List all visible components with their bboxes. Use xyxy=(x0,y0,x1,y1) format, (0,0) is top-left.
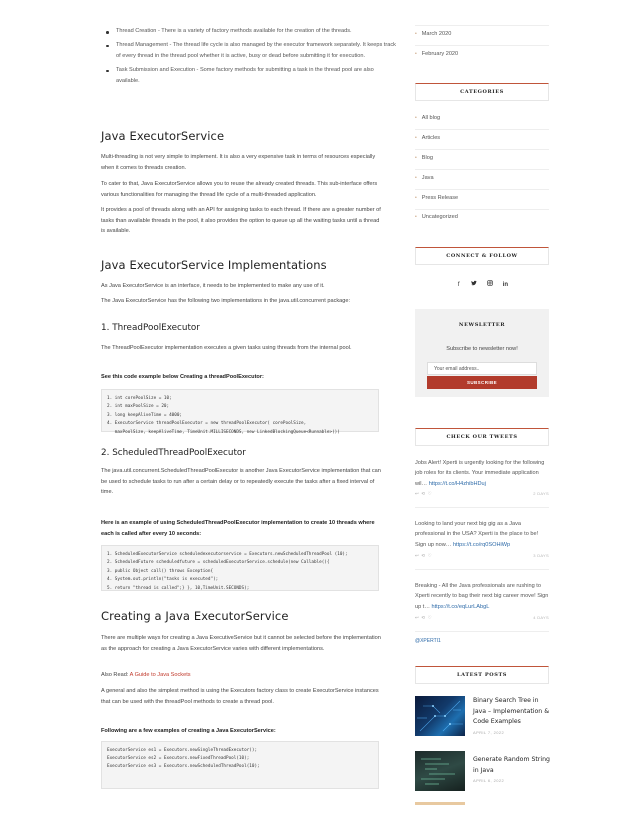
bullet-icon: • xyxy=(415,175,417,181)
code-block-scheduled[interactable] xyxy=(101,545,379,591)
paragraph: There are multiple ways for creating a Java ExecutiveService but it cannot be selected before the implementation as the approach for creating a Java ExecutorService varies with different implementations. xyxy=(101,635,381,652)
list-item: Task Submission and Execution - Some factory methods for submitting a task in the thread pool are also available. xyxy=(116,65,396,87)
code-line: ExecutorService es2 = Executors.newFixedThreadPool(10); xyxy=(107,755,250,761)
category-item[interactable] xyxy=(415,195,549,201)
code-line: 1. ScheduledExecutorService scheduledexecutorservice = Executors.newScheduledThreadPool (10); xyxy=(107,552,348,557)
divider xyxy=(415,189,549,190)
archive-label: February 2020 xyxy=(421,51,459,57)
tweet-text: Looking to land your next big gig as a Java professional in the USA? Xperti is the place to be! Sign up now… xyxy=(415,521,539,548)
paragraph: A general and also the simplest method is using the Executors factory class to create ExecutorService instances that can be used with the threadPool methods to create a thread pool. xyxy=(101,688,379,705)
latest-posts-title: LATEST POSTS xyxy=(415,666,549,684)
category-item[interactable] xyxy=(415,135,549,141)
paragraph-bold: See this code example below Creating a threadPoolExecutor: xyxy=(101,374,264,380)
reply-icon[interactable]: ↩ xyxy=(415,615,419,620)
next-post-thumbnail-edge xyxy=(415,802,465,805)
heading-scheduledthreadpoolexecutor: 2. ScheduledThreadPoolExecutor xyxy=(101,448,246,458)
code-block-examples[interactable] xyxy=(101,741,379,789)
archive-item[interactable] xyxy=(415,31,549,37)
reply-icon[interactable]: ↩ xyxy=(415,491,419,496)
linkedin-icon[interactable]: in xyxy=(502,282,509,288)
bullet-icon: • xyxy=(415,155,417,161)
connect-title: CONNECT & FOLLOW xyxy=(415,247,549,265)
twitter-handle[interactable]: @XPERTI1 xyxy=(415,638,441,644)
category-label: Articles xyxy=(421,135,441,141)
divider xyxy=(415,209,549,210)
circuit-image xyxy=(415,696,465,736)
like-icon[interactable]: ♡ xyxy=(427,491,432,496)
retweet-icon[interactable]: ⟲ xyxy=(421,615,426,620)
divider xyxy=(415,129,549,130)
subscribe-button[interactable]: SUBSCRIBE xyxy=(427,376,537,389)
divider xyxy=(415,169,549,170)
category-label: Java xyxy=(421,175,434,181)
heading-threadpoolexecutor: 1. ThreadPoolExecutor xyxy=(101,323,200,333)
code-line: 3. long keepAliveTime = 4000; xyxy=(107,412,183,418)
tweet xyxy=(415,458,549,489)
paragraph: Multi-threading is not very simple to implement. It is also a very expensive task in terms of resources especially when it comes to threads creation. xyxy=(101,154,376,171)
post-title[interactable]: Binary Search Tree in Java – Implementation & Code Examples xyxy=(473,697,550,726)
post-date: APRIL 7, 2022 xyxy=(473,730,505,735)
archive-divider-top xyxy=(415,25,549,26)
divider xyxy=(415,149,549,150)
paragraph: The Java ExecutorService has the following two implementations in the java.util.concurrent package: xyxy=(101,298,351,304)
newsletter-widget xyxy=(415,309,549,397)
list-item: Thread Creation - There is a variety of factory methods available for the creation of the threads. xyxy=(116,26,396,37)
divider xyxy=(415,507,549,508)
facebook-icon[interactable]: f xyxy=(457,282,460,288)
post-title[interactable]: Generate Random String in Java xyxy=(473,756,550,774)
bullet-icon: • xyxy=(415,51,417,57)
code-line: 3. public Object call() throws Exception{ xyxy=(107,568,214,574)
categories-title: CATEGORIES xyxy=(415,83,549,101)
tweet-text: Jobs Alert! Xperti is urgently looking for the following job roles for its clients. Your immediate application wil… xyxy=(415,460,545,487)
heading-creating: Creating a Java ExecutorService xyxy=(101,609,289,623)
post-thumbnail[interactable] xyxy=(415,751,465,791)
code-line: ExecutorService es1 = Executors.newSingleThreadExecutor(); xyxy=(107,748,258,753)
code-line: 5. return "thread is called";} }, 10,TimeUnit.SECONDS); xyxy=(107,585,250,591)
code-line: maxPoolSize, keepAliveTime, TimeUnit.MILLISECONDS, new LinkedBlockingQueue<Runnable>()) xyxy=(107,429,340,435)
also-read xyxy=(101,670,381,681)
category-label: All blog xyxy=(421,115,441,121)
bullet-icon: • xyxy=(415,195,417,201)
also-read-label: Also Read: xyxy=(101,672,130,678)
code-line: 1. int corePoolSize = 10; xyxy=(107,396,172,401)
code-line: 2. int maxPoolSize = 20; xyxy=(107,404,170,410)
divider xyxy=(415,631,549,632)
paragraph-bold: Here is an example of using ScheduledThreadPoolExecutor implementation to create 10 threads where each is called after every 10 seconds: xyxy=(101,520,375,537)
social-links xyxy=(415,280,549,288)
reply-icon[interactable]: ↩ xyxy=(415,553,419,558)
twitter-icon[interactable] xyxy=(468,280,480,288)
like-icon[interactable]: ♡ xyxy=(427,553,432,558)
instagram-icon[interactable] xyxy=(484,280,496,288)
also-read-link[interactable]: A Guide to Java Sockets xyxy=(129,672,191,678)
code-line: 4. ExecutorService threadPoolExecutor = new threadPoolExecutor( corePoolSize, xyxy=(107,421,307,427)
tweet xyxy=(415,519,549,550)
newsletter-subtitle: Subscribe to newsletter now! xyxy=(446,346,518,352)
retweet-icon[interactable]: ⟲ xyxy=(421,553,426,558)
category-item[interactable] xyxy=(415,155,549,161)
post-date: APRIL 6, 2022 xyxy=(473,778,505,783)
tweet-link[interactable]: https://t.co/rq0SOHiWp xyxy=(452,541,511,548)
latest-post[interactable] xyxy=(415,751,549,793)
code-block-threadpoolexecutor[interactable] xyxy=(101,389,379,435)
tweet-age: 4 DAYS xyxy=(533,615,549,620)
newsletter-email-input[interactable]: Your email address.. xyxy=(427,362,537,375)
post-thumbnail[interactable] xyxy=(415,696,465,736)
list-item: Thread Management - The thread life cycle is also managed by the executor framework separately. It keeps track of every thread in the thread pool whether it is active, busy or dead before submitting it for execution. xyxy=(116,40,396,62)
category-item[interactable] xyxy=(415,214,549,220)
code-line: 4. System.out.println("tasks is executed"); xyxy=(107,577,219,583)
newsletter-title: NEWSLETTER xyxy=(458,322,506,328)
paragraph: The java.util.concurrent.ScheduledThreadPoolExecutor is another Java ExecutorService implementation that can be used to schedule tasks to run after a certain delay or to repeatedly execute the tasks after a fixed interval of time. xyxy=(101,468,381,496)
heading-implementations: Java ExecutorService Implementations xyxy=(101,258,327,272)
category-label: Press Release xyxy=(421,195,459,201)
paragraph: It provides a pool of threads along with an API for assigning tasks to each thread. If there are a greater number of tasks than available threads in the pool, it also provides the option to queue up all the waiting tasks until a thread is available. xyxy=(101,207,381,235)
feature-list xyxy=(101,26,396,90)
bullet-icon: • xyxy=(415,135,417,141)
code-line: 2. ScheduledFuture scheduledfuture = scheduledExecutorService.schedule(new Callable(){ xyxy=(107,560,330,566)
code-line: ExecutorService es3 = Executors.newScheduledThreadPool(10); xyxy=(107,763,260,769)
category-label: Blog xyxy=(421,155,433,161)
paragraph: As Java ExecutorService is an interface, it needs to be implemented to make any use of it. xyxy=(101,283,325,289)
category-item[interactable] xyxy=(415,175,549,181)
retweet-icon[interactable]: ⟲ xyxy=(421,491,426,496)
bullet-icon: • xyxy=(415,31,417,37)
tweet-age: 2 DAYS xyxy=(533,491,549,496)
tweet-actions xyxy=(415,553,549,559)
category-label: Uncategorized xyxy=(421,214,458,220)
paragraph-bold: Following are a few examples of creating a Java ExecutorService: xyxy=(101,728,276,734)
tweet-link[interactable]: https://t.co/H4zhibHDuj xyxy=(428,480,486,487)
bullet-icon: • xyxy=(415,115,417,121)
tweet-link[interactable]: https://t.co/eqLurLAbgL xyxy=(431,603,490,610)
tweet-actions xyxy=(415,615,549,621)
divider xyxy=(415,569,549,570)
tweet-age: 3 DAYS xyxy=(533,553,549,558)
latest-post[interactable] xyxy=(415,696,549,740)
heading-executor-service: Java ExecutorService xyxy=(101,129,225,143)
archive-label: March 2020 xyxy=(421,31,452,37)
archive-item[interactable] xyxy=(415,51,549,57)
tweets-title: CHECK OUR TWEETS xyxy=(415,428,549,446)
divider xyxy=(415,45,549,46)
tweet-actions xyxy=(415,491,549,497)
tweet xyxy=(415,581,549,612)
tweet-text: Breaking - All the Java professionals are rushing to Xperti recently to bag their next big career move! Sign up t… xyxy=(415,583,549,610)
code-screen-image xyxy=(415,751,465,791)
category-item[interactable] xyxy=(415,115,549,121)
paragraph: The ThreadPoolExecutor implementation executes a given tasks using threads from the internal pool. xyxy=(101,345,352,351)
paragraph: To cater to that, Java ExecutorService allows you to reuse the already created threads. This sub-interface offers various functionalities for managing the thread life cycle of a multi-threaded application. xyxy=(101,181,378,198)
like-icon[interactable]: ♡ xyxy=(427,615,432,620)
bullet-icon: • xyxy=(415,214,417,220)
